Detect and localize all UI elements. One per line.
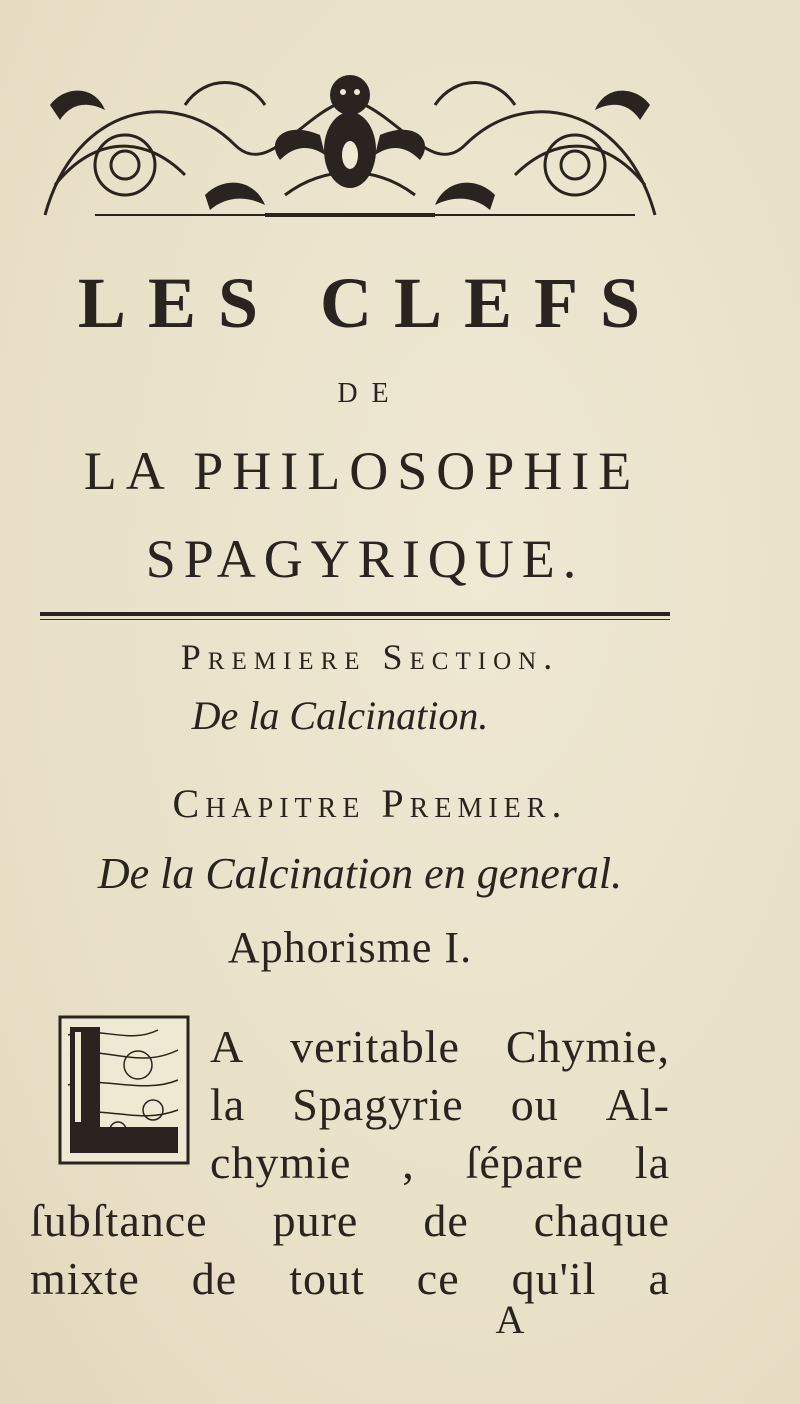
- body-word: ſépare: [465, 1137, 584, 1188]
- body-word: ce: [416, 1253, 460, 1304]
- body-word: ,: [402, 1137, 415, 1188]
- body-word: chaque: [533, 1195, 670, 1246]
- body-word: mixte: [30, 1253, 140, 1304]
- body-line-4: [30, 1194, 670, 1247]
- body-word: la: [210, 1079, 246, 1130]
- aphorism-heading: Aphorisme I.: [227, 923, 473, 972]
- section-subheading: De la Calcination.: [191, 693, 489, 738]
- body-word: la: [634, 1137, 670, 1188]
- body-word: Chymie,: [505, 1021, 670, 1072]
- body-line-5: [30, 1252, 670, 1305]
- body-word: de: [423, 1195, 469, 1246]
- body-word: qu'il: [511, 1253, 597, 1304]
- body-line-3: [210, 1136, 670, 1189]
- body-word: de: [191, 1253, 238, 1304]
- body-word: Al-: [605, 1079, 670, 1130]
- body-line-2: [210, 1078, 670, 1131]
- body-word: ſubſtance: [30, 1195, 208, 1246]
- headpiece-ornament: [35, 65, 665, 225]
- section-heading: Premiere Section.: [180, 637, 560, 677]
- body-word: a: [648, 1253, 670, 1304]
- chapter-heading: Chapitre Premier.: [172, 781, 568, 826]
- body-word: chymie: [210, 1137, 352, 1188]
- body-word: tout: [289, 1253, 365, 1304]
- body-word: A: [210, 1021, 245, 1072]
- body-word: pure: [272, 1195, 359, 1246]
- title-rule-thin: [40, 619, 670, 620]
- dropcap-initial: [58, 1015, 190, 1165]
- body-line-1: [210, 1020, 670, 1073]
- body-word: ou: [510, 1079, 559, 1130]
- title-line-les-clefs: LES CLEFS: [77, 263, 663, 343]
- body-word: Spagyrie: [292, 1079, 464, 1130]
- chapter-subheading: De la Calcination en general.: [97, 849, 623, 898]
- signature-mark: A: [495, 1297, 525, 1342]
- title-line-de: DE: [337, 378, 403, 409]
- title-line-spagyrique: SPAGYRIQUE.: [145, 529, 585, 589]
- body-word: veritable: [290, 1021, 460, 1072]
- title-rule-thick: [40, 612, 670, 616]
- title-line-la-philosophie: LA PHILOSOPHIE: [83, 441, 641, 501]
